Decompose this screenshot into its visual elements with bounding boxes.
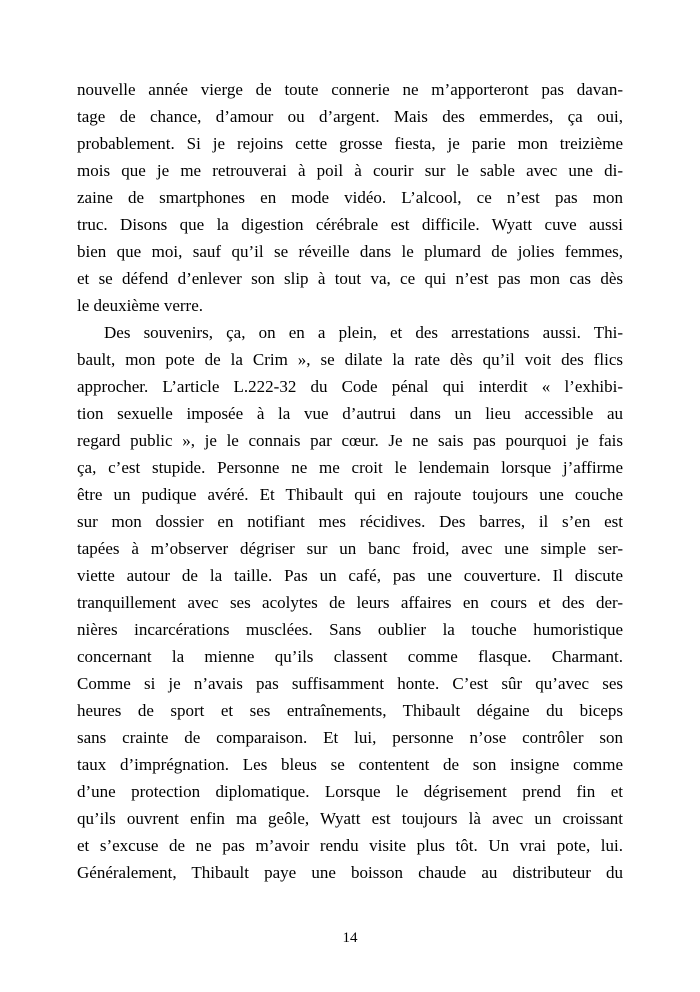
text-line: bault, mon pote de la Crim », se dilate la rate dès qu’il voit des flics [77,350,623,369]
text-line: sans crainte de comparaison. Et lui, personne n’ose contrôler son [77,728,623,747]
text-line: tranquillement avec ses acolytes de leurs affaires en cours et des der- [77,593,623,612]
text-line: probablement. Si je rejoins cette grosse fiesta, je parie mon treizième [77,134,623,153]
text-line: regard public », je le connais par cœur. Je ne sais pas pourquoi je fais [77,431,623,450]
text-line: le deuxième verre. [77,296,204,315]
text-line: nouvelle année vierge de toute connerie ne m’apporteront pas davan- [77,80,623,99]
text-line: d’une protection diplomatique. Lorsque le dégrisement prend fin et [77,782,623,801]
text-line: mois que je me retrouverai à poil à courir sur le sable avec une di- [77,161,623,180]
text-line: sur mon dossier en notifiant mes récidives. Des barres, il s’en est [77,512,623,531]
text-line: tapées à m’observer dégriser sur un banc froid, avec une simple ser- [77,539,623,558]
text-line: et s’excuse de ne pas m’avoir rendu visite plus tôt. Un vrai pote, lui. [77,836,623,855]
text-line: bien que moi, sauf qu’il se réveille dans le plumard de jolies femmes, [77,242,623,261]
text-line: Généralement, Thibault paye une boisson chaude au distributeur du [77,863,623,882]
text-line: zaine de smartphones en mode vidéo. L’alcool, ce n’est pas mon [77,188,623,207]
text-line: nières incarcérations musclées. Sans oublier la touche humoristique [77,620,623,639]
text-line: qu’ils ouvrent enfin ma geôle, Wyatt est toujours là avec un croissant [77,809,623,828]
page-text-block [77,76,623,886]
text-line: taux d’imprégnation. Les bleus se contentent de son insigne comme [77,755,623,774]
text-line: tage de chance, d’amour ou d’argent. Mais des emmerdes, ça oui, [77,107,623,126]
text-line: concernant la mienne qu’ils classent comme flasque. Charmant. [77,647,623,666]
text-line: et se défend d’enlever son slip à tout va, ce qui n’est pas mon cas dès [77,269,623,288]
text-line: Comme si je n’avais pas suffisamment honte. C’est sûr qu’avec ses [77,674,623,693]
page-number: 14 [342,930,358,946]
text-line: être un pudique avéré. Et Thibault qui en rajoute toujours une couche [77,485,623,504]
text-line: Des souvenirs, ça, on en a plein, et des arrestations aussi. Thi- [104,323,623,342]
text-line: ça, c’est stupide. Personne ne me croit le lendemain lorsque j’affirme [77,458,623,477]
text-line: tion sexuelle imposée à la vue d’autrui dans un lieu accessible au [77,404,623,423]
text-line: viette autour de la taille. Pas un café, pas une couverture. Il discute [77,566,623,585]
text-line: heures de sport et ses entraînements, Thibault dégaine du biceps [77,701,623,720]
text-line: approcher. L’article L.222-32 du Code pénal qui interdit « l’exhibi- [77,377,623,396]
text-line: truc. Disons que la digestion cérébrale est difficile. Wyatt cuve aussi [77,215,623,234]
